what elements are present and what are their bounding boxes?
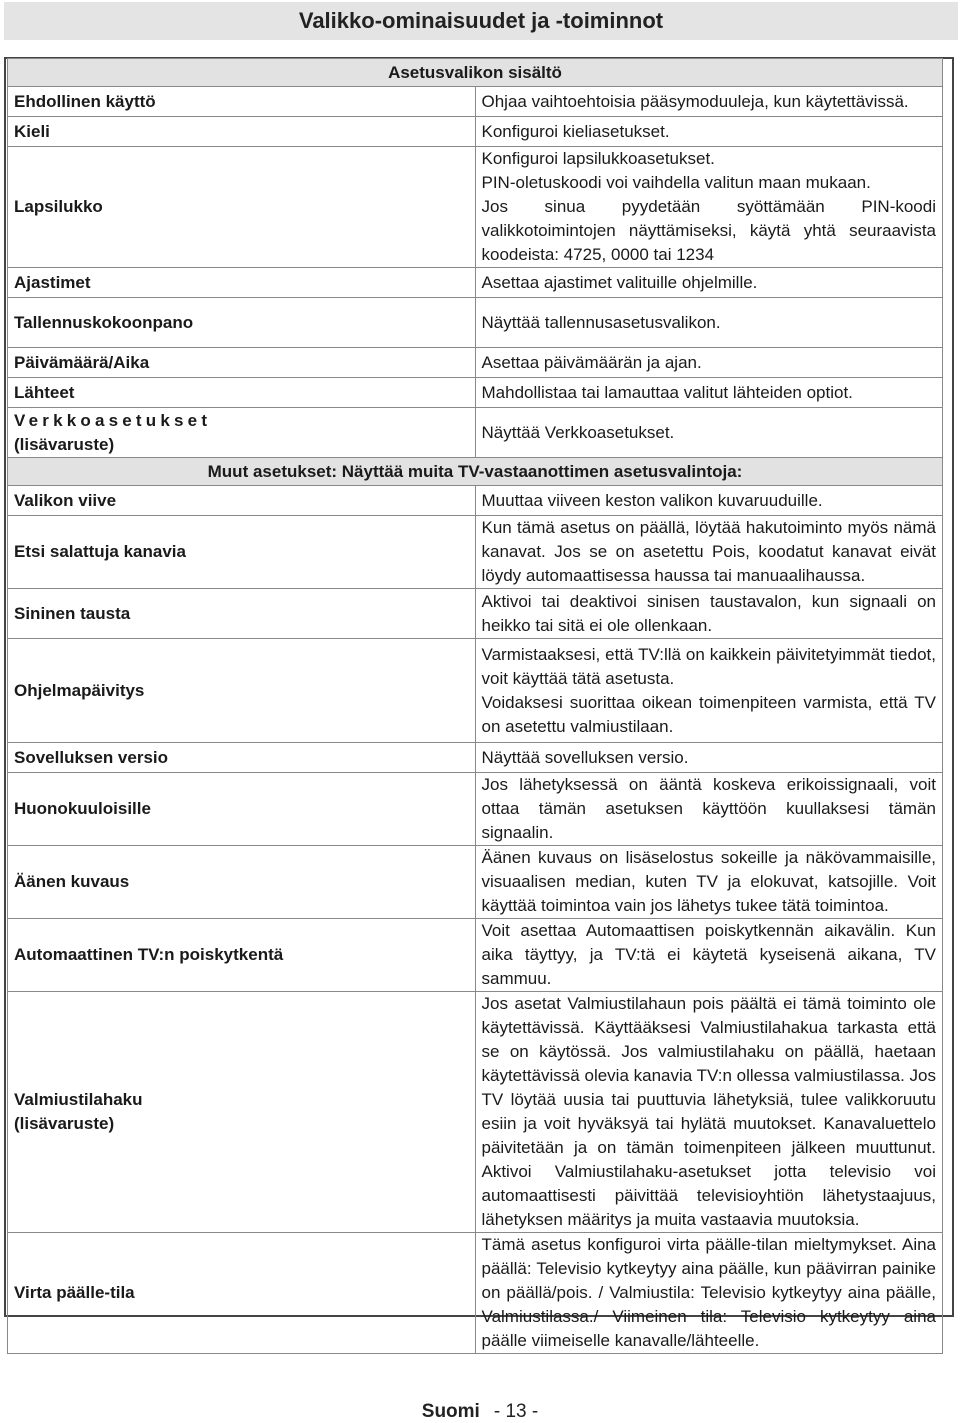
table-row <box>8 378 943 408</box>
table-row <box>8 117 943 147</box>
table-row <box>8 87 943 117</box>
setting-description: Voit asettaa Automaattisen poiskytkennän aikavälin. Kun aika täyttyy, ja TV:tä ei käytetä kyseisenä aikana, TV sammuu. <box>475 919 943 992</box>
title-bar <box>4 2 958 40</box>
setting-description: Muuttaa viiveen keston valikon kuvaruuduille. <box>475 486 943 516</box>
setting-description: Jos asetat Valmiustilahaun pois päältä ei tämä toiminto ole käytettävissä. Käyttääksesi Valmiustilahakua tarkasta että se on käytössä. Jos valmiustilahaku on päällä, haetaan käytettävissä olevia kanavia TV:n ollessa valmiustilassa. Jos TV löytää uusia tai puuttuvia lähetyksiä, tulee valikkoruutu esiin ja voit hyväksyä tai hylätä muutokset. Kanavaluettelo päivitetään ja on tämän toimenpiteen jälkeen muuttunut. Aktivoi Valmiustilahaku-asetukset jotta televisio voi automaattisesti päivittää televisioyhtiön lähetystaajuus, lähetyksen määritys ja muita vastaavia muutoksia. <box>475 992 943 1233</box>
table-row <box>8 589 943 639</box>
setting-description: Tämä asetus konfiguroi virta päälle-tilan mieltymykset. Aina päällä: Televisio kytkeytyy aina päälle, kun päävirran painike on päällä/pois. / Valmiustila: Televisio kytkeytyy aina päälle, Valmiustilassa./ Viimeinen tila: Televisio kytkeytyy aina päälle viimeiselle kanavalle/lähteelle. <box>475 1233 943 1354</box>
setting-description: Asettaa ajastimet valituille ohjelmille. <box>475 268 943 298</box>
setting-description: Aktivoi tai deaktivoi sinisen taustavalon, kun signaali on heikko tai sitä ei ole ollenkaan. <box>475 589 943 639</box>
setting-name: Automaattinen TV:n poiskytkentä <box>8 919 476 992</box>
setting-name: Ajastimet <box>8 268 476 298</box>
setting-name: Valmiustilahaku (lisävaruste) <box>8 992 476 1233</box>
footer-language: Suomi <box>421 1401 480 1422</box>
setting-description: Näyttää sovelluksen versio. <box>475 743 943 773</box>
page-footer <box>0 1401 960 1423</box>
setting-description: Näyttää Verkkoasetukset. <box>475 408 943 458</box>
table-row <box>8 919 943 992</box>
setting-description: Ohjaa vaihtoehtoisia pääsymoduuleja, kun käytettävissä. <box>475 87 943 117</box>
setting-description: Asettaa päivämäärän ja ajan. <box>475 348 943 378</box>
setting-name: Päivämäärä/Aika <box>8 348 476 378</box>
setting-name: Virta päälle-tila <box>8 1233 476 1354</box>
table-row <box>8 773 943 846</box>
table-row <box>8 486 943 516</box>
table-row <box>8 846 943 919</box>
table-row <box>8 268 943 298</box>
setting-name: Lähteet <box>8 378 476 408</box>
table-row <box>8 743 943 773</box>
setting-name: Huonokuuloisille <box>8 773 476 846</box>
setting-name: Lapsilukko <box>8 147 476 268</box>
setting-description: Konfiguroi kieliasetukset. <box>475 117 943 147</box>
setting-name: Etsi salattuja kanavia <box>8 516 476 589</box>
setting-name: Sovelluksen versio <box>8 743 476 773</box>
setting-description: Äänen kuvaus on lisäselostus sokeille ja näkövammaisille, visuaalisen median, kuten TV ja elokuvat, katsojille. Voit käyttää toimintoa vain jos lähetys tukee tätä toimintoa. <box>475 846 943 919</box>
setting-name: Sininen tausta <box>8 589 476 639</box>
setting-description: Näyttää tallennusasetusvalikon. <box>475 298 943 348</box>
table-row <box>8 408 943 458</box>
section-header-other-text: Muut asetukset: Näyttää muita TV-vastaanottimen asetusvalintoja: <box>8 458 943 486</box>
setting-name: Äänen kuvaus <box>8 846 476 919</box>
table-row <box>8 992 943 1233</box>
section-header-settings <box>8 59 943 87</box>
menu-table <box>7 58 943 1354</box>
table-row <box>8 1233 943 1354</box>
table-row <box>8 348 943 378</box>
setting-description: Konfiguroi lapsilukkoasetukset. PIN-oletuskoodi voi vaihdella valitun maan mukaan. Jos sinua pyydetään syöttämään PIN-koodi valikkotoimintojen näyttämiseksi, käytä yhtä seuraavista koodeista: 4725, 0000 tai 1234 <box>475 147 943 268</box>
table-row <box>8 298 943 348</box>
setting-name: Ohjelmapäivitys <box>8 639 476 743</box>
footer-page-number: - 13 - <box>493 1401 539 1422</box>
page-title: Valikko-ominaisuudet ja -toiminnot <box>298 8 664 33</box>
setting-name: Valikon viive <box>8 486 476 516</box>
section-header-settings-text: Asetusvalikon sisältö <box>8 59 943 87</box>
table-row <box>8 516 943 589</box>
table-row <box>8 639 943 743</box>
table-row <box>8 147 943 268</box>
setting-description: Kun tämä asetus on päällä, löytää hakutoiminto myös nämä kanavat. Jos se on asetettu Pois, koodatut kanavat eivät löydy automaattisessa haussa tai manuaalihaussa. <box>475 516 943 589</box>
setting-description: Mahdollistaa tai lamauttaa valitut lähteiden optiot. <box>475 378 943 408</box>
setting-name: Kieli <box>8 117 476 147</box>
setting-name: Verkkoasetukset (lisävaruste) <box>8 408 476 458</box>
setting-name: Tallennuskokoonpano <box>8 298 476 348</box>
section-header-other <box>8 458 943 486</box>
setting-description: Jos lähetyksessä on ääntä koskeva erikoissignaali, voit ottaa tämän asetuksen käyttöön kuullaksesi tämän signaalin. <box>475 773 943 846</box>
setting-description: Varmistaaksesi, että TV:llä on kaikkein päivitetyimmät tiedot, voit käyttää tätä asetusta. Voidaksesi suorittaa oikean toimenpiteen varmista, että TV on asetettu valmiustilaan. <box>475 639 943 743</box>
setting-name: Ehdollinen käyttö <box>8 87 476 117</box>
